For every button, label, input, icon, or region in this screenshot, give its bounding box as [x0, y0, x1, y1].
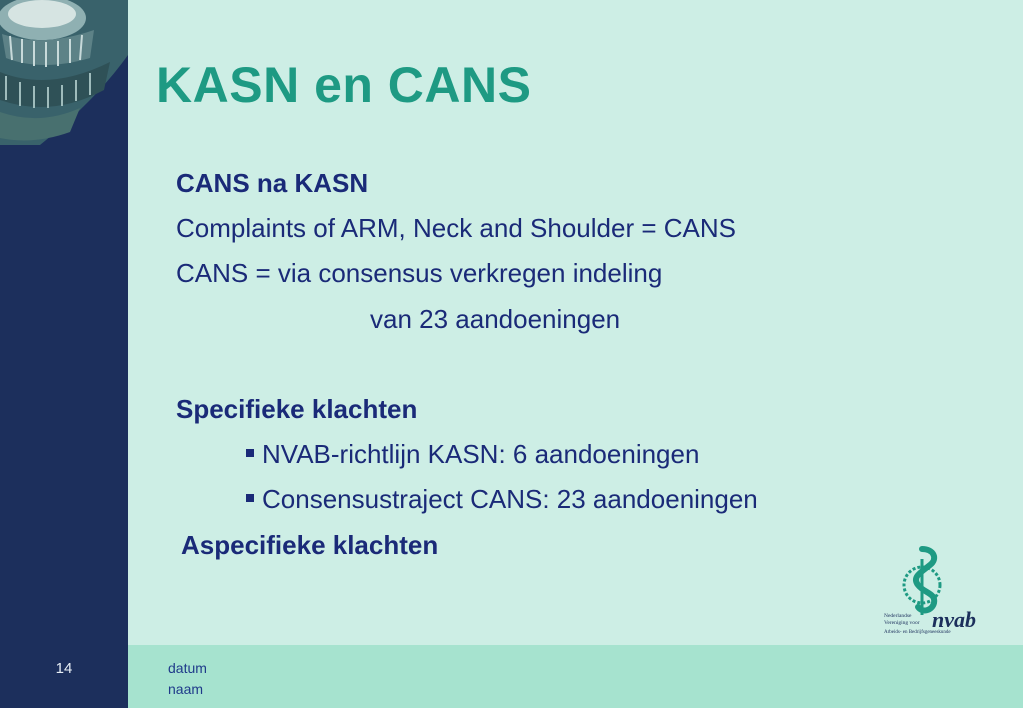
svg-text:Vereniging voor: Vereniging voor: [884, 620, 920, 626]
svg-text:nvab: nvab: [932, 607, 976, 632]
bullet-text: NVAB-richtlijn KASN: 6 aandoeningen: [262, 439, 700, 469]
bullet-item: [246, 484, 758, 515]
text-line: CANS = via consensus verkregen indeling: [176, 258, 663, 288]
footer-naam: naam: [168, 681, 204, 697]
text-line: Complaints of ARM, Neck and Shoulder = CANS: [176, 213, 736, 243]
bullet-item: [246, 439, 699, 470]
bullet-square-icon: [246, 494, 254, 502]
page-number: 14: [55, 660, 73, 677]
text-line: van 23 aandoeningen: [370, 304, 621, 334]
heading-specifieke-klachten: Specifieke klachten: [176, 394, 418, 424]
bullet-square-icon: [246, 449, 254, 457]
building-photo: [0, 0, 128, 145]
bullet-text: Consensustraject CANS: 23 aandoeningen: [262, 484, 758, 514]
slide-title: KASN en CANS: [156, 57, 532, 113]
heading-cans-na-kasn: CANS na KASN: [176, 168, 369, 198]
svg-text:Arbeids- en Bedrijfsgeneeskund: Arbeids- en Bedrijfsgeneeskunde: [884, 630, 951, 635]
heading-aspecifieke-klachten: Aspecifieke klachten: [181, 530, 439, 560]
svg-text:Nederlandse: Nederlandse: [884, 613, 912, 619]
nvab-logo: [882, 545, 984, 640]
footer-bar: [128, 645, 1023, 708]
footer-datum: datum: [168, 660, 207, 676]
